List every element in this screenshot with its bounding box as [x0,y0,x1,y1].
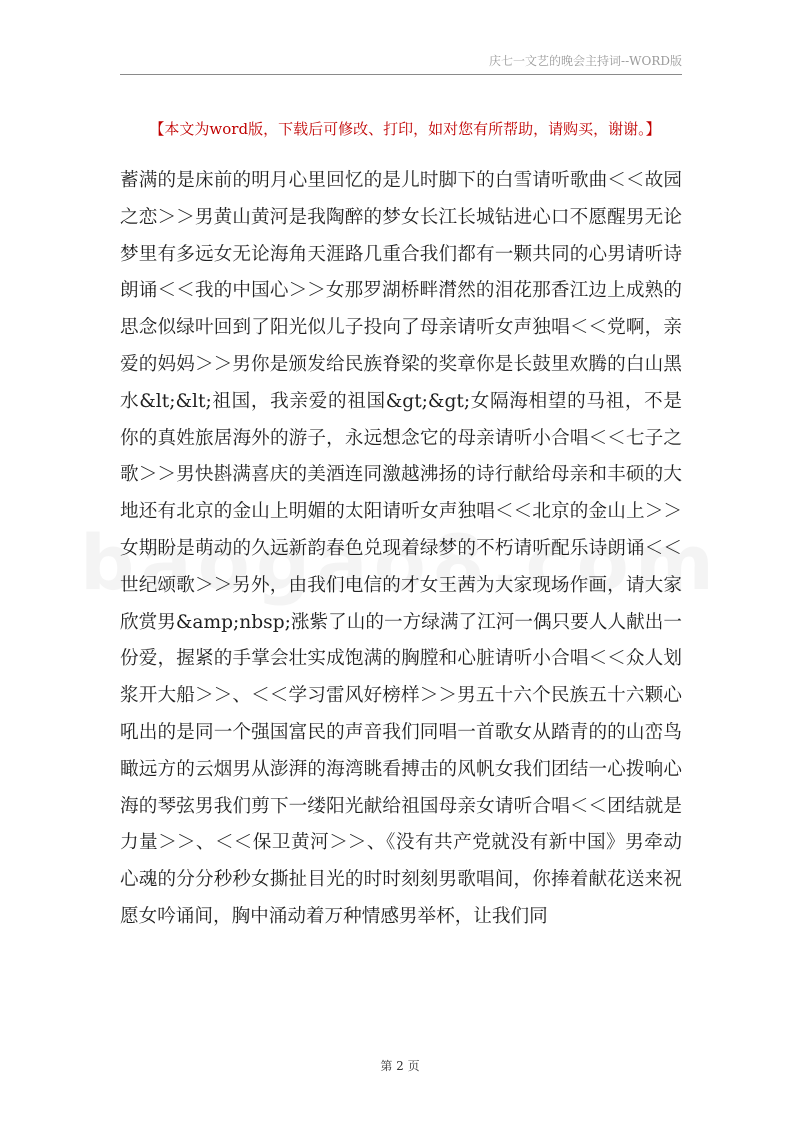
page-header [120,52,682,75]
document-title: 庆七一文艺的晚会主持词--WORD版 [489,54,682,68]
body-paragraph: 蓄满的是床前的明月心里回忆的是儿时脚下的白雪请听歌曲＜＜故园之恋＞＞男黄山黄河是我陶醉的梦女长江长城钻进心口不愿醒男无论梦里有多远女无论海角天涯路几重合我们都有一颗共同的心男请听诗朗诵＜＜我的中国心＞＞女那罗湖桥畔潸然的泪花那香江边上成熟的思念似绿叶回到了阳光似儿子投向了母亲请听女声独唱＜＜党啊，亲爱的妈妈＞＞男你是颁发给民族脊梁的奖章你是长鼓里欢腾的白山黑水&lt;&lt;祖国，我亲爱的祖国&gt;&gt;女隔海相望的马祖，不是你的真姓旅居海外的游子，永远想念它的母亲请听小合唱＜＜七子之歌＞＞男快斟满喜庆的美酒连同激越沸扬的诗行献给母亲和丰硕的大地还有北京的金山上明媚的太阳请听女声独唱＜＜北京的金山上＞＞女期盼是萌动的久远新韵春色兑现着绿梦的不朽请听配乐诗朗诵＜＜世纪颂歌＞＞另外，由我们电信的才女王茜为大家现场作画，请大家欣赏男&amp;nbsp;涨紫了山的一方绿满了江河一偶只要人人献出一份爱，握紧的手掌会壮实成饱满的胸膛和心脏请听小合唱＜＜众人划浆开大船＞＞、＜＜学习雷风好榜样＞＞男五十六个民族五十六颗心吼出的是同一个强国富民的声音我们同唱一首歌女从踏青的的山峦鸟瞰远方的云烟男从澎湃的海湾眺看搏击的风帆女我们团结一心拨响心海的琴弦男我们剪下一缕阳光献给祖国母亲女请听合唱＜＜团结就是力量＞＞、＜＜保卫黄河＞＞、《没有共产党就没有新中国》男牵动心魂的分分秒秒女撕扯目光的时时刻刻男歌唱间，你捧着献花送来祝愿女吟诵间，胸中涌动着万种情感男举杯，让我们同 [120,170,682,927]
download-notice: 【本文为word版，下载后可修改、打印，如对您有所帮助，请购买，谢谢。】 [149,120,661,138]
page-number: 第 2 页 [380,1059,420,1073]
